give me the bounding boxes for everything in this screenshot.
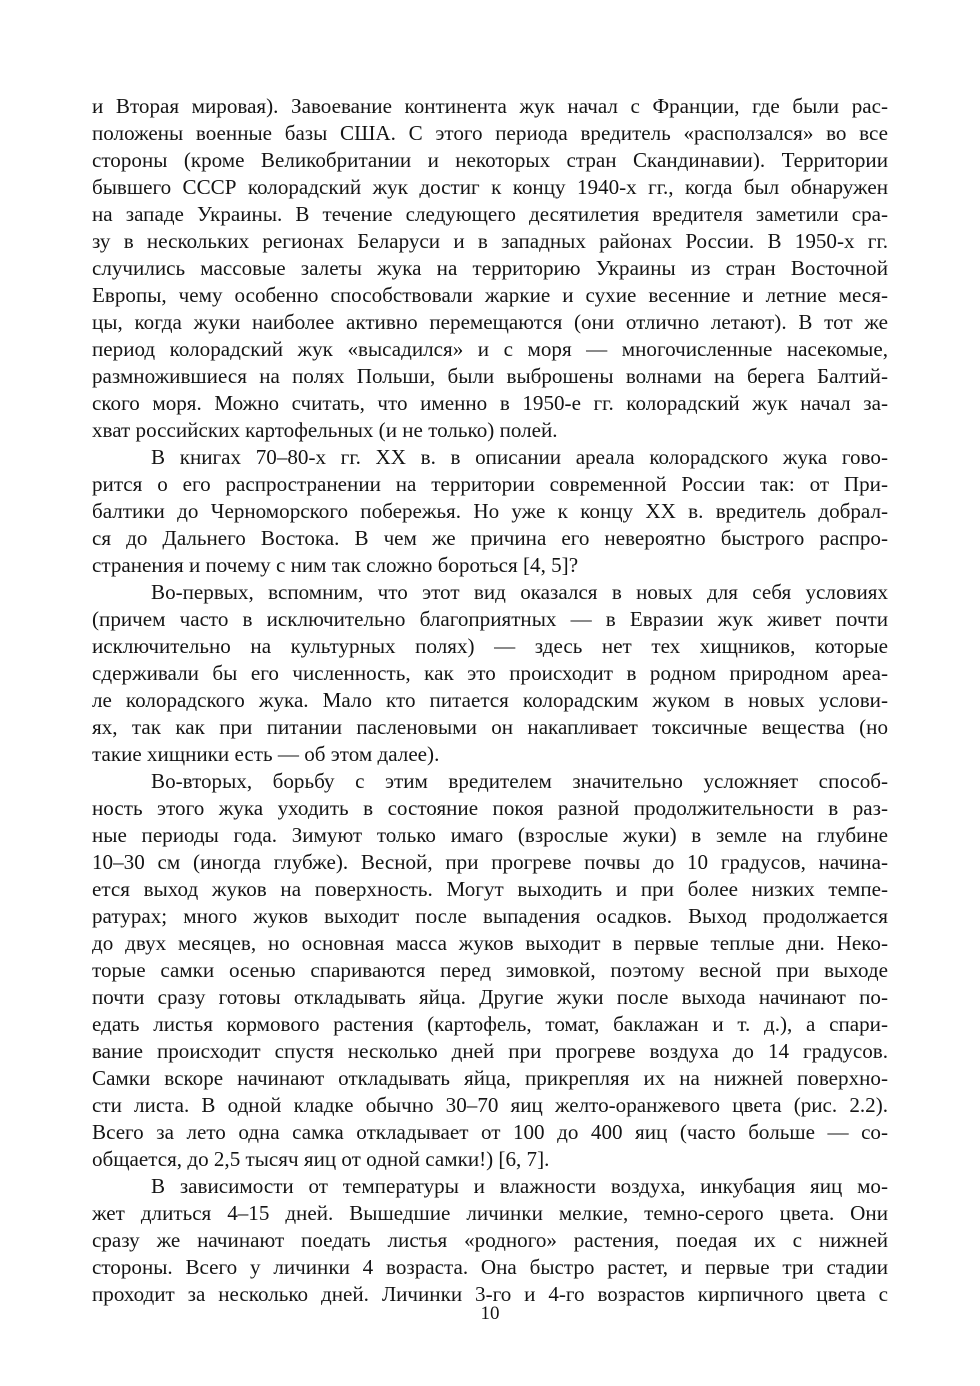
text-line: период колорадский жук «высадился» и с моря — многочисленные насекомые,: [92, 337, 888, 361]
text-line: случились массовые залеты жука на территорию Украины из стран Восточной: [92, 256, 888, 280]
text-line: ях, так как при питании пасленовыми он накапливает токсичные вещества (но: [92, 715, 888, 739]
text-line: балтики до Черноморского побережья. Но уже к концу XX в. вредитель добрал-: [92, 499, 888, 523]
text-line: вание происходит спустя несколько дней при прогреве воздуха до 14 градусов.: [92, 1039, 888, 1063]
text-line: на западе Украины. В течение следующего десятилетия вредителя заметили сра-: [92, 202, 888, 226]
text-line: В книгах 70–80-х гг. XX в. в описании ареала колорадского жука гово-: [151, 445, 888, 469]
text-line: жет длиться 4–15 дней. Вышедшие личинки мелкие, темно-серого цвета. Они: [92, 1201, 888, 1225]
paragraph: [92, 93, 888, 444]
text-line: (причем часто в исключительно благоприятных — в Евразии жук живет почти: [92, 607, 888, 631]
text-line: ского моря. Можно считать, что именно в 1950-е гг. колорадский жук начал за-: [92, 391, 888, 415]
text-line: до двух месяцев, но основная масса жуков выходит в первые теплые дни. Неко-: [92, 931, 888, 955]
text-line: исключительно на культурных полях) — здесь нет тех хищников, которые: [92, 634, 888, 658]
text-line: общается, до 2,5 тысяч яиц от одной самки!) [6, 7].: [92, 1147, 550, 1171]
text-line: рится о его распространении на территории современной России так: от При-: [92, 472, 888, 496]
paragraph: [92, 1173, 888, 1308]
paragraph: [92, 579, 888, 768]
text-line: сти листа. В одной кладке обычно 30–70 яиц желто-оранжевого цвета (рис. 2.2).: [92, 1093, 888, 1117]
text-line: проходит за несколько дней. Личинки 3-го и 4-го возрастов кирпичного цвета с: [92, 1282, 888, 1306]
text-line: ся до Дальнего Востока. В чем же причина его невероятно быстрого распро-: [92, 526, 888, 550]
text-line: странения и почему с ним так сложно бороться [4, 5]?: [92, 553, 579, 577]
text-line: зу в нескольких регионах Беларуси и в западных районах России. В 1950-х гг.: [92, 229, 888, 253]
text-line: Самки вскоре начинают откладывать яйца, прикрепляя их на нижней поверхно-: [92, 1066, 888, 1090]
page-number: 10: [480, 1303, 500, 1324]
paragraph: [92, 768, 888, 1173]
text-line: ется выход жуков на поверхность. Могут выходить и при более низких темпе-: [92, 877, 888, 901]
text-line: торые самки осенью спариваются перед зимовкой, поэтому весной при выходе: [92, 958, 888, 982]
text-line: Европы, чему особенно способствовали жаркие и сухие весенние и летние меся-: [92, 283, 888, 307]
text-line: стороны (кроме Великобритании и некоторых стран Скандинавии). Территории: [92, 148, 888, 172]
text-line: стороны. Всего у личинки 4 возраста. Она быстро растет, и первые три стадии: [92, 1255, 888, 1279]
text-line: ные периоды года. Зимуют только имаго (взрослые жуки) в земле на глубине: [92, 823, 888, 847]
text-line: цы, когда жуки наиболее активно перемещаются (они отлично летают). В тот же: [92, 310, 888, 334]
text-line: ратурах; много жуков выходит после выпадения осадков. Выход продолжается: [92, 904, 888, 928]
text-line: такие хищники есть — об этом далее).: [92, 742, 440, 766]
text-line: и Вторая мировая). Завоевание континента жук начал с Франции, где были рас-: [92, 94, 888, 118]
paragraph: [92, 444, 888, 579]
text-line: почти сразу готовы откладывать яйца. Другие жуки после выхода начинают по-: [92, 985, 888, 1009]
text-line: Во-вторых, борьбу с этим вредителем значительно усложняет способ-: [151, 769, 888, 793]
text-line: положены военные базы США. С этого периода вредитель «расползался» во все: [92, 121, 888, 145]
text-line: Всего за лето одна самка откладывает от 100 до 400 яиц (часто больше — со-: [92, 1120, 888, 1144]
text-line: ле колорадского жука. Мало кто питается колорадским жуком в новых услови-: [92, 688, 888, 712]
text-line: хват российских картофельных (и не только) полей.: [92, 418, 558, 442]
text-line: ность этого жука уходить в состояние покоя разной продолжительности в раз-: [92, 796, 888, 820]
text-line: 10–30 см (иногда глубже). Весной, при прогреве почвы до 10 градусов, начина-: [92, 850, 888, 874]
page-body: [92, 93, 888, 1308]
text-line: размножившиеся на полях Польши, были выброшены волнами на берега Балтий-: [92, 364, 888, 388]
text-line: В зависимости от температуры и влажности воздуха, инкубация яиц мо-: [151, 1174, 888, 1198]
text-line: бывшего СССР колорадский жук достиг к концу 1940-х гг., когда был обнаружен: [92, 175, 888, 199]
text-line: Во-первых, вспомним, что этот вид оказался в новых для себя условиях: [151, 580, 888, 604]
text-line: сдерживали бы его численность, как это происходит в родном природном ареа-: [92, 661, 888, 685]
text-line: сразу же начинают поедать листья «родного» растения, поедая их с нижней: [92, 1228, 888, 1252]
text-line: едать листья кормового растения (картофель, томат, баклажан и т. д.), а спари-: [92, 1012, 888, 1036]
